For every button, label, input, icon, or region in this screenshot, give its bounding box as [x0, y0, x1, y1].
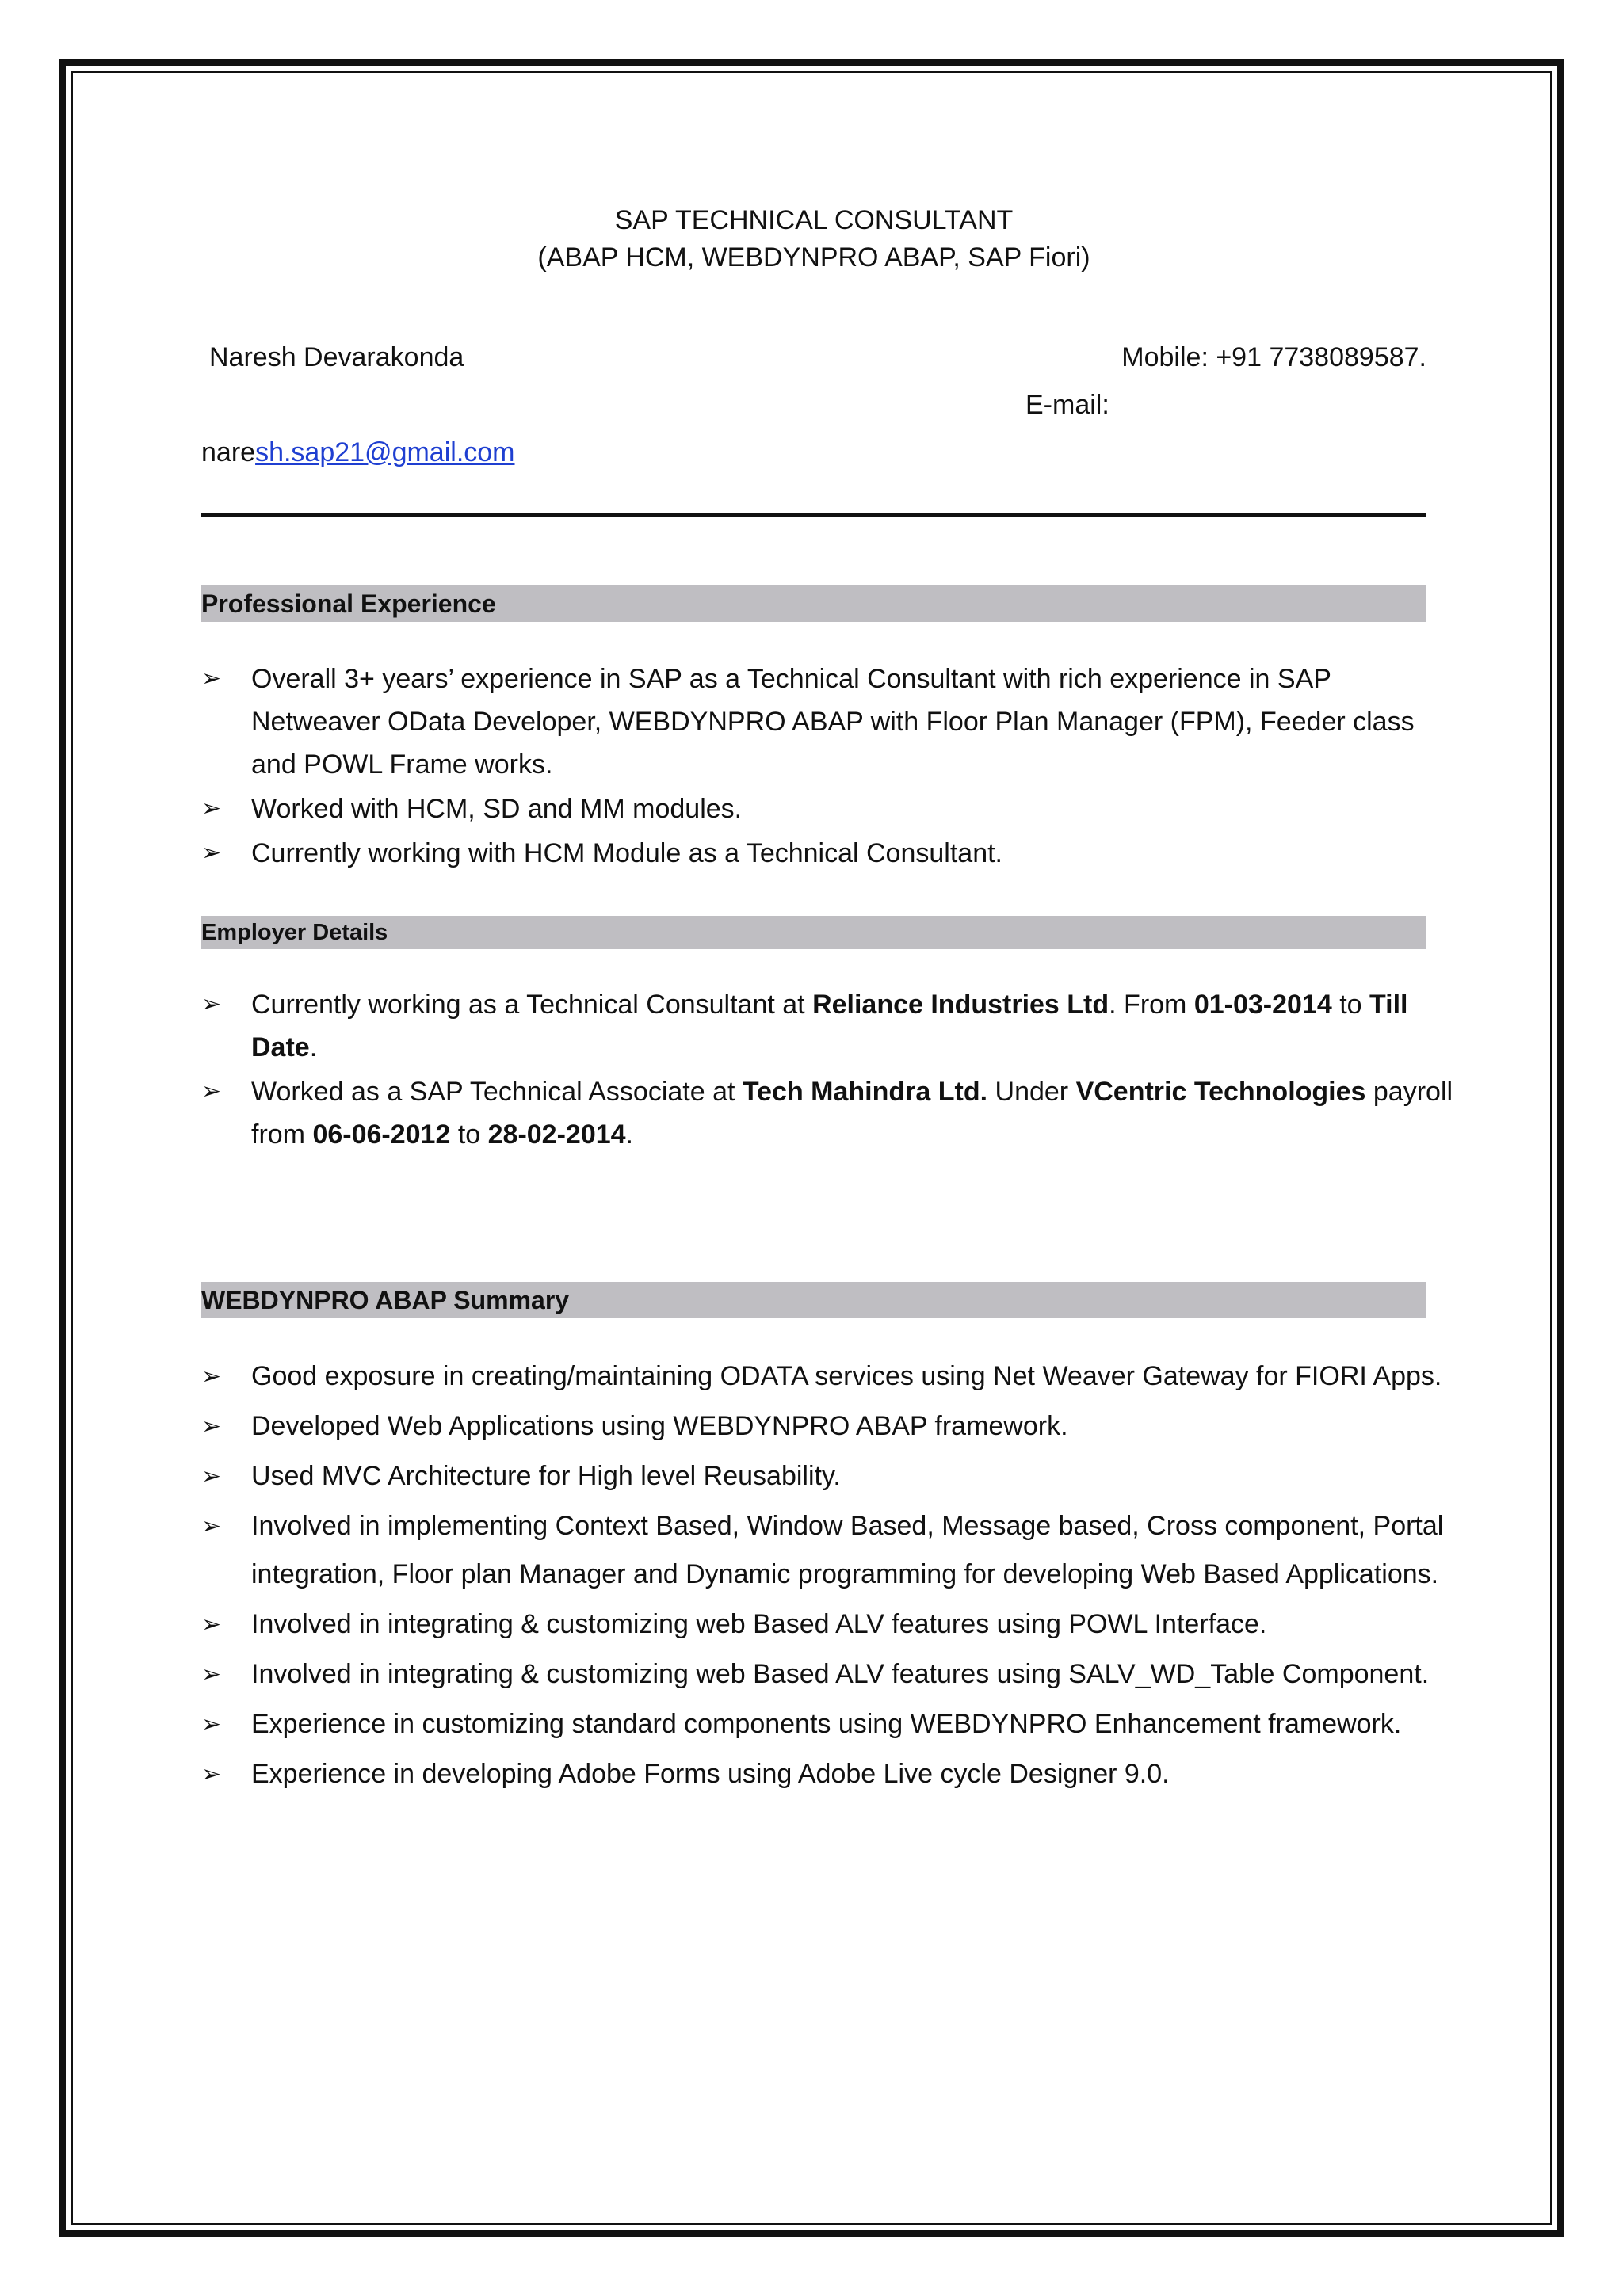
list-item: ➢ Overall 3+ years’ experience in SAP as a Technical Consultant with rich experience in SAP Netweaver OData Developer, WEBDYNPRO ABAP with Floor Plan Manager (FPM), Feeder class and POWL Frame works.: [201, 658, 1453, 786]
arrow-bullet-icon: ➢: [201, 1363, 222, 1390]
title-line-1: SAP TECHNICAL CONSULTANT: [614, 205, 1014, 235]
list-item: ➢ Currently working with HCM Module as a Technical Consultant.: [201, 832, 1453, 875]
end-date: 28-02-2014: [487, 1119, 626, 1150]
list-item: ➢ Involved in integrating & customizing web Based ALV features using POWL Interface.: [201, 1600, 1453, 1649]
list-item: ➢ Used MVC Architecture for High level Reusability.: [201, 1452, 1453, 1501]
start-date: 01-03-2014: [1193, 990, 1332, 1020]
list-item: ➢ Currently working as a Technical Consultant at Reliance Industries Ltd. From 01-03-2014 to Till Date.: [201, 983, 1453, 1069]
list-item: ➢ Involved in integrating & customizing web Based ALV features using SALV_WD_Table Component.: [201, 1650, 1453, 1699]
arrow-bullet-icon: ➢: [201, 1513, 222, 1539]
arrow-bullet-icon: ➢: [201, 840, 222, 866]
list-item: ➢ Experience in developing Adobe Forms using Adobe Live cycle Designer 9.0.: [201, 1750, 1453, 1798]
employer-details-list: [201, 983, 1453, 1158]
mobile-number: Mobile: +91 7738089587.: [1121, 342, 1426, 372]
payroll-company: VCentric Technologies: [1075, 1077, 1366, 1107]
professional-experience-list: [201, 658, 1453, 876]
start-date: 06-06-2012: [312, 1119, 451, 1150]
arrow-bullet-icon: ➢: [201, 1413, 222, 1440]
arrow-bullet-icon: ➢: [201, 1711, 222, 1737]
email-address: [201, 434, 515, 471]
arrow-bullet-icon: ➢: [201, 1078, 222, 1104]
employer-name: Reliance Industries Ltd: [812, 990, 1109, 1020]
webdynpro-summary-list: [201, 1352, 1453, 1800]
email-prefix: nare: [201, 437, 256, 467]
arrow-bullet-icon: ➢: [201, 1661, 222, 1688]
employer-name: Tech Mahindra Ltd.: [742, 1077, 988, 1107]
title-line-2: (ABAP HCM, WEBDYNPRO ABAP, SAP Fiori): [537, 242, 1090, 273]
list-item: ➢ Involved in implementing Context Based, Window Based, Message based, Cross component, Portal integration, Floor plan Manager and Dynamic programming for developing Web Based Applications.: [201, 1502, 1453, 1599]
list-item: ➢ Good exposure in creating/maintaining ODATA services using Net Weaver Gateway for FIORI Apps.: [201, 1352, 1453, 1401]
arrow-bullet-icon: ➢: [201, 795, 222, 822]
end-date: Till Date: [251, 990, 1408, 1062]
arrow-bullet-icon: ➢: [201, 1611, 222, 1638]
list-item: ➢ Developed Web Applications using WEBDYNPRO ABAP framework.: [201, 1402, 1453, 1451]
arrow-bullet-icon: ➢: [201, 991, 222, 1017]
section-professional-experience: Professional Experience: [201, 585, 1426, 622]
section-webdynpro-summary: WEBDYNPRO ABAP Summary: [201, 1282, 1426, 1318]
arrow-bullet-icon: ➢: [201, 1463, 222, 1489]
email-label: E-mail:: [1025, 390, 1109, 420]
header-divider: [201, 513, 1426, 517]
resume-content: [201, 0, 1453, 2296]
list-item: ➢ Experience in customizing standard components using WEBDYNPRO Enhancement framework.: [201, 1700, 1453, 1749]
list-item: ➢ Worked as a SAP Technical Associate at Tech Mahindra Ltd. Under VCentric Technologies payroll from 06-06-2012 to 28-02-2014.: [201, 1070, 1453, 1156]
arrow-bullet-icon: ➢: [201, 666, 222, 692]
arrow-bullet-icon: ➢: [201, 1761, 222, 1787]
email-link[interactable]: sh.sap21@gmail.com: [255, 437, 515, 467]
list-item: ➢ Worked with HCM, SD and MM modules.: [201, 788, 1453, 830]
section-employer-details: Employer Details: [201, 916, 1426, 949]
candidate-name: Naresh Devarakonda: [209, 342, 464, 372]
